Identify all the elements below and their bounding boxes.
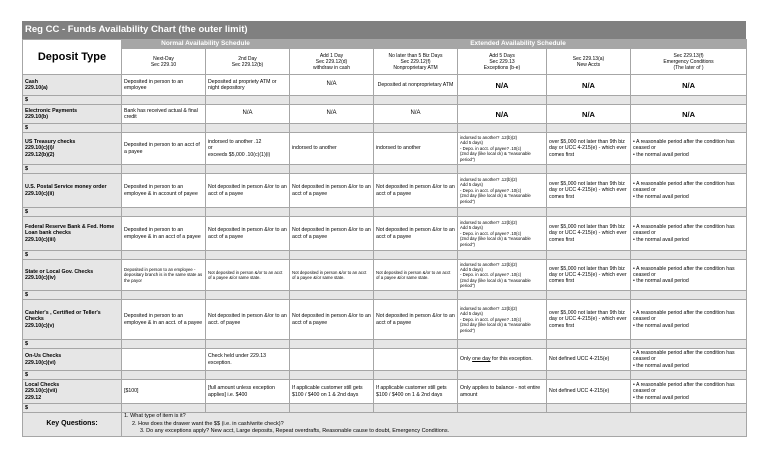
cell: indorsed to another? .12(b)(2) Add 5 days) - Depo. in acct. of payee? .10(c) (2nd day (like local ck) & "reasonable period") [458, 174, 547, 208]
key-questions-label: Key Questions: [23, 413, 122, 437]
cell [122, 349, 206, 371]
cell: Deposited in person to an employee [122, 75, 206, 96]
table-row [23, 165, 747, 174]
cell: indorsed to another .12 or exceeds $5,000 .10(c)(1)(i) [206, 133, 290, 165]
cell: N/A [547, 75, 631, 96]
cell: N/A [374, 105, 458, 124]
cell: Not deposited in person &/or to an acct of a payee &/or same state. [290, 260, 374, 291]
cell: Not deposited in person &/or to an acct of a payee &/or same state. [206, 260, 290, 291]
table-row [23, 251, 747, 260]
dollar-label: $ [23, 208, 122, 217]
cell [374, 349, 458, 371]
cell: Only one day for this exception. [458, 349, 547, 371]
cell: Not deposited in person &/or to an acct of a payee [290, 300, 374, 340]
col-add-5-days: Add 5 Days Sec 229.13 Exceptions (b-e) [458, 49, 547, 75]
cell: Not deposited in person &/or to an acct of a payee [290, 174, 374, 208]
cell: N/A [290, 75, 374, 96]
dollar-label: $ [23, 96, 122, 105]
cell: Deposited in person to an employee & in account of payee [122, 174, 206, 208]
cell: over $5,000 not later than 9th biz day or UCC 4-215(e) - which ever comes first [547, 174, 631, 208]
sheet-title: Reg CC - Funds Availability Chart (the outer limit) [22, 21, 746, 39]
cell [290, 349, 374, 371]
cell: N/A [206, 105, 290, 124]
funds-availability-sheet [22, 21, 746, 445]
cell: Bank has received actual & final credit [122, 105, 206, 124]
cell: Deposited in person to an employee - depositary branch is in the same state as the payor [122, 260, 206, 291]
dollar-label: $ [23, 251, 122, 260]
cell: Only applies to balance - not entire amount [458, 380, 547, 404]
cell: [$100] [122, 380, 206, 404]
cell: N/A [631, 75, 747, 96]
table-row [23, 404, 747, 413]
cell: N/A [458, 75, 547, 96]
cell: N/A [631, 105, 747, 124]
row-label-state: State or Local Gov. Checks 229.10(c)(iv) [23, 260, 122, 291]
cell: Not deposited in person &/or to an acct of a payee [290, 217, 374, 251]
cell: Not deposited in person &/or to an acct of a payee [206, 174, 290, 208]
col-5-biz-days: No later than 5 Biz Days Sec 229.12(f) Nonproprietary ATM [374, 49, 458, 75]
cell: over $5,000 not later than 9th biz day or UCC 4-215(e) - which ever comes first [547, 300, 631, 340]
dollar-label: $ [23, 340, 122, 349]
cell: indorsed to another [374, 133, 458, 165]
cell: over $5,000 not later than 9th biz day or UCC 4-215(e) - which ever comes first [547, 260, 631, 291]
cell: • A reasonable period after the condition has ceased or • the normal avail period [631, 217, 747, 251]
table-row [23, 291, 747, 300]
dollar-label: $ [23, 165, 122, 174]
cell: • A reasonable period after the condition has ceased or • the normal avail period [631, 133, 747, 165]
cell: indorsed to another [290, 133, 374, 165]
key-questions-row [23, 413, 747, 437]
col-next-day: Next-Day Sec 229.10 [122, 49, 206, 75]
cell: [full amount unless exception applies] i.e. $400 [206, 380, 290, 404]
table-row [23, 340, 747, 349]
table-row [23, 124, 747, 133]
cell: Not deposited in person &/or to an acct of a payee [374, 300, 458, 340]
row-label-local: Local Checks 229.10(c)(vii) 229.12 [23, 380, 122, 404]
row-label-postal: U.S. Postal Service money order 229.10(c)(ii) [23, 174, 122, 208]
col-add-1-day: Add 1 Day Sec 229.12(d) withdraw in cash [290, 49, 374, 75]
key-question-3: 3. Do any exceptions apply? New acct, Large deposits, Repeat overdrafts, Reasonable cause to doubt, Emergency Conditions. [140, 428, 450, 435]
dollar-label: $ [23, 291, 122, 300]
row-label-cashiers: Cashier's , Certified or Teller's Checks 229.10(c)(v) [23, 300, 122, 340]
cell: Not defined UCC 4-215(e) [547, 349, 631, 371]
table-row [23, 133, 747, 165]
cell: • A reasonable period after the condition has ceased or • the normal avail period [631, 174, 747, 208]
cell: • A reasonable period after the condition has ceased or • the normal avail period [631, 260, 747, 291]
row-label-treasury: US Treasury checks 229.10(c)(i)/ 229.12(b)(2) [23, 133, 122, 165]
cell: indorsed to another? .12(b)(2) Add 5 days) - Depo. in acct. of payee? .10(c) (2nd day (like local ck) & "reasonable period") [458, 217, 547, 251]
cell: Deposited in person to an acct of a payee [122, 133, 206, 165]
cell: N/A [458, 105, 547, 124]
cell: indorsed to another? .12(b)(2) Add 5 days) - Depo. in acct. of payee? .10(c) (2nd day (like local ck) & "reasonable period") [458, 300, 547, 340]
extended-schedule-band: Extended Availability Schedule [290, 40, 747, 49]
cell: Deposited at propriety ATM or night depository [206, 75, 290, 96]
cell: Not deposited in person &/or to an acct of a payee [374, 217, 458, 251]
col-2nd-day: 2nd Day Sec 229.12(b) [206, 49, 290, 75]
table-row [23, 105, 747, 124]
table-row [23, 349, 747, 371]
cell: Check held under 229.13 exception. [206, 349, 290, 371]
table-row [23, 208, 747, 217]
row-label-electronic: Electronic Payments 229.10(b) [23, 105, 122, 124]
cell: • A reasonable period after the condition has ceased or • the normal avail period [631, 380, 747, 404]
table-row [23, 371, 747, 380]
key-questions-list [122, 413, 747, 437]
cell: N/A [547, 105, 631, 124]
table-row [23, 75, 747, 96]
cell: indorsed to another? .12(b)(2) Add 5 days) - Depo. in acct. of payee? .10(c) (2nd day (like local ck) & "reasonable period") [458, 133, 547, 165]
cell: over $5,000 not later than 9th biz day or UCC 4-215(e) - which ever comes first [547, 217, 631, 251]
row-label-cash: Cash 229.10(a) [23, 75, 122, 96]
table-row [23, 217, 747, 251]
cell: Deposited in person to an employee & in an acct. of a payee [122, 300, 206, 340]
table-row [23, 380, 747, 404]
dollar-label: $ [23, 124, 122, 133]
cell: Not deposited in person &/or to an acct of a payee &/or same state. [374, 260, 458, 291]
cell: Not deposited in person &/or to an acct. of payee [206, 300, 290, 340]
table-row [23, 260, 747, 291]
cell: Not deposited in person &/or to an acct of a payee [206, 217, 290, 251]
cell: If applicable customer still gets $100 / $400 on 1 & 2nd days [374, 380, 458, 404]
dollar-label: $ [23, 404, 122, 413]
row-label-onus: On-Us Checks 229.10(c)(vi) [23, 349, 122, 371]
col-emergency: Sec 229.13(f) Emergency Conditions (The later of ) [631, 49, 747, 75]
cell: • A reasonable period after the condition has ceased or • the normal avail period [631, 300, 747, 340]
cell: • A reasonable period after the condition has ceased or • the normal avail period [631, 349, 747, 371]
cell: Deposited in person to an employee & in an acct of a payee [122, 217, 206, 251]
table-row [23, 300, 747, 340]
key-question-1: 1. What type of item is it? [124, 413, 186, 420]
cell: Not deposited in person &/or to an acct of a payee [374, 174, 458, 208]
cell: indorsed to another? .12(b)(2) Add 5 days) - Depo. in acct. of payee? .10(c) (2nd day (like local ck) & "reasonable period") [458, 260, 547, 291]
table-row [23, 174, 747, 208]
cell: over $5,000 not later than 9th biz day or UCC 4-215(e) - which ever comes first [547, 133, 631, 165]
cell: Deposited at nonproprietary ATM [374, 75, 458, 96]
cell: N/A [290, 105, 374, 124]
dollar-label: $ [23, 371, 122, 380]
key-question-2: 2. How does the drawer want the $$ (i.e. in cash/write check)? [132, 420, 284, 427]
row-label-frb: Federal Reserve Bank & Fed. Home Loan bank checks 229.10(c)(iii) [23, 217, 122, 251]
cell: Not defined UCC 4-215(e) [547, 380, 631, 404]
cell: If applicable customer still gets $100 / $400 on 1 & 2nd days [290, 380, 374, 404]
availability-table [22, 39, 747, 437]
normal-schedule-band: Normal Availability Schedule [122, 40, 290, 49]
deposit-type-header: Deposit Type [23, 40, 122, 75]
col-new-accts: Sec 229.13(a) New Accts [547, 49, 631, 75]
table-row [23, 96, 747, 105]
